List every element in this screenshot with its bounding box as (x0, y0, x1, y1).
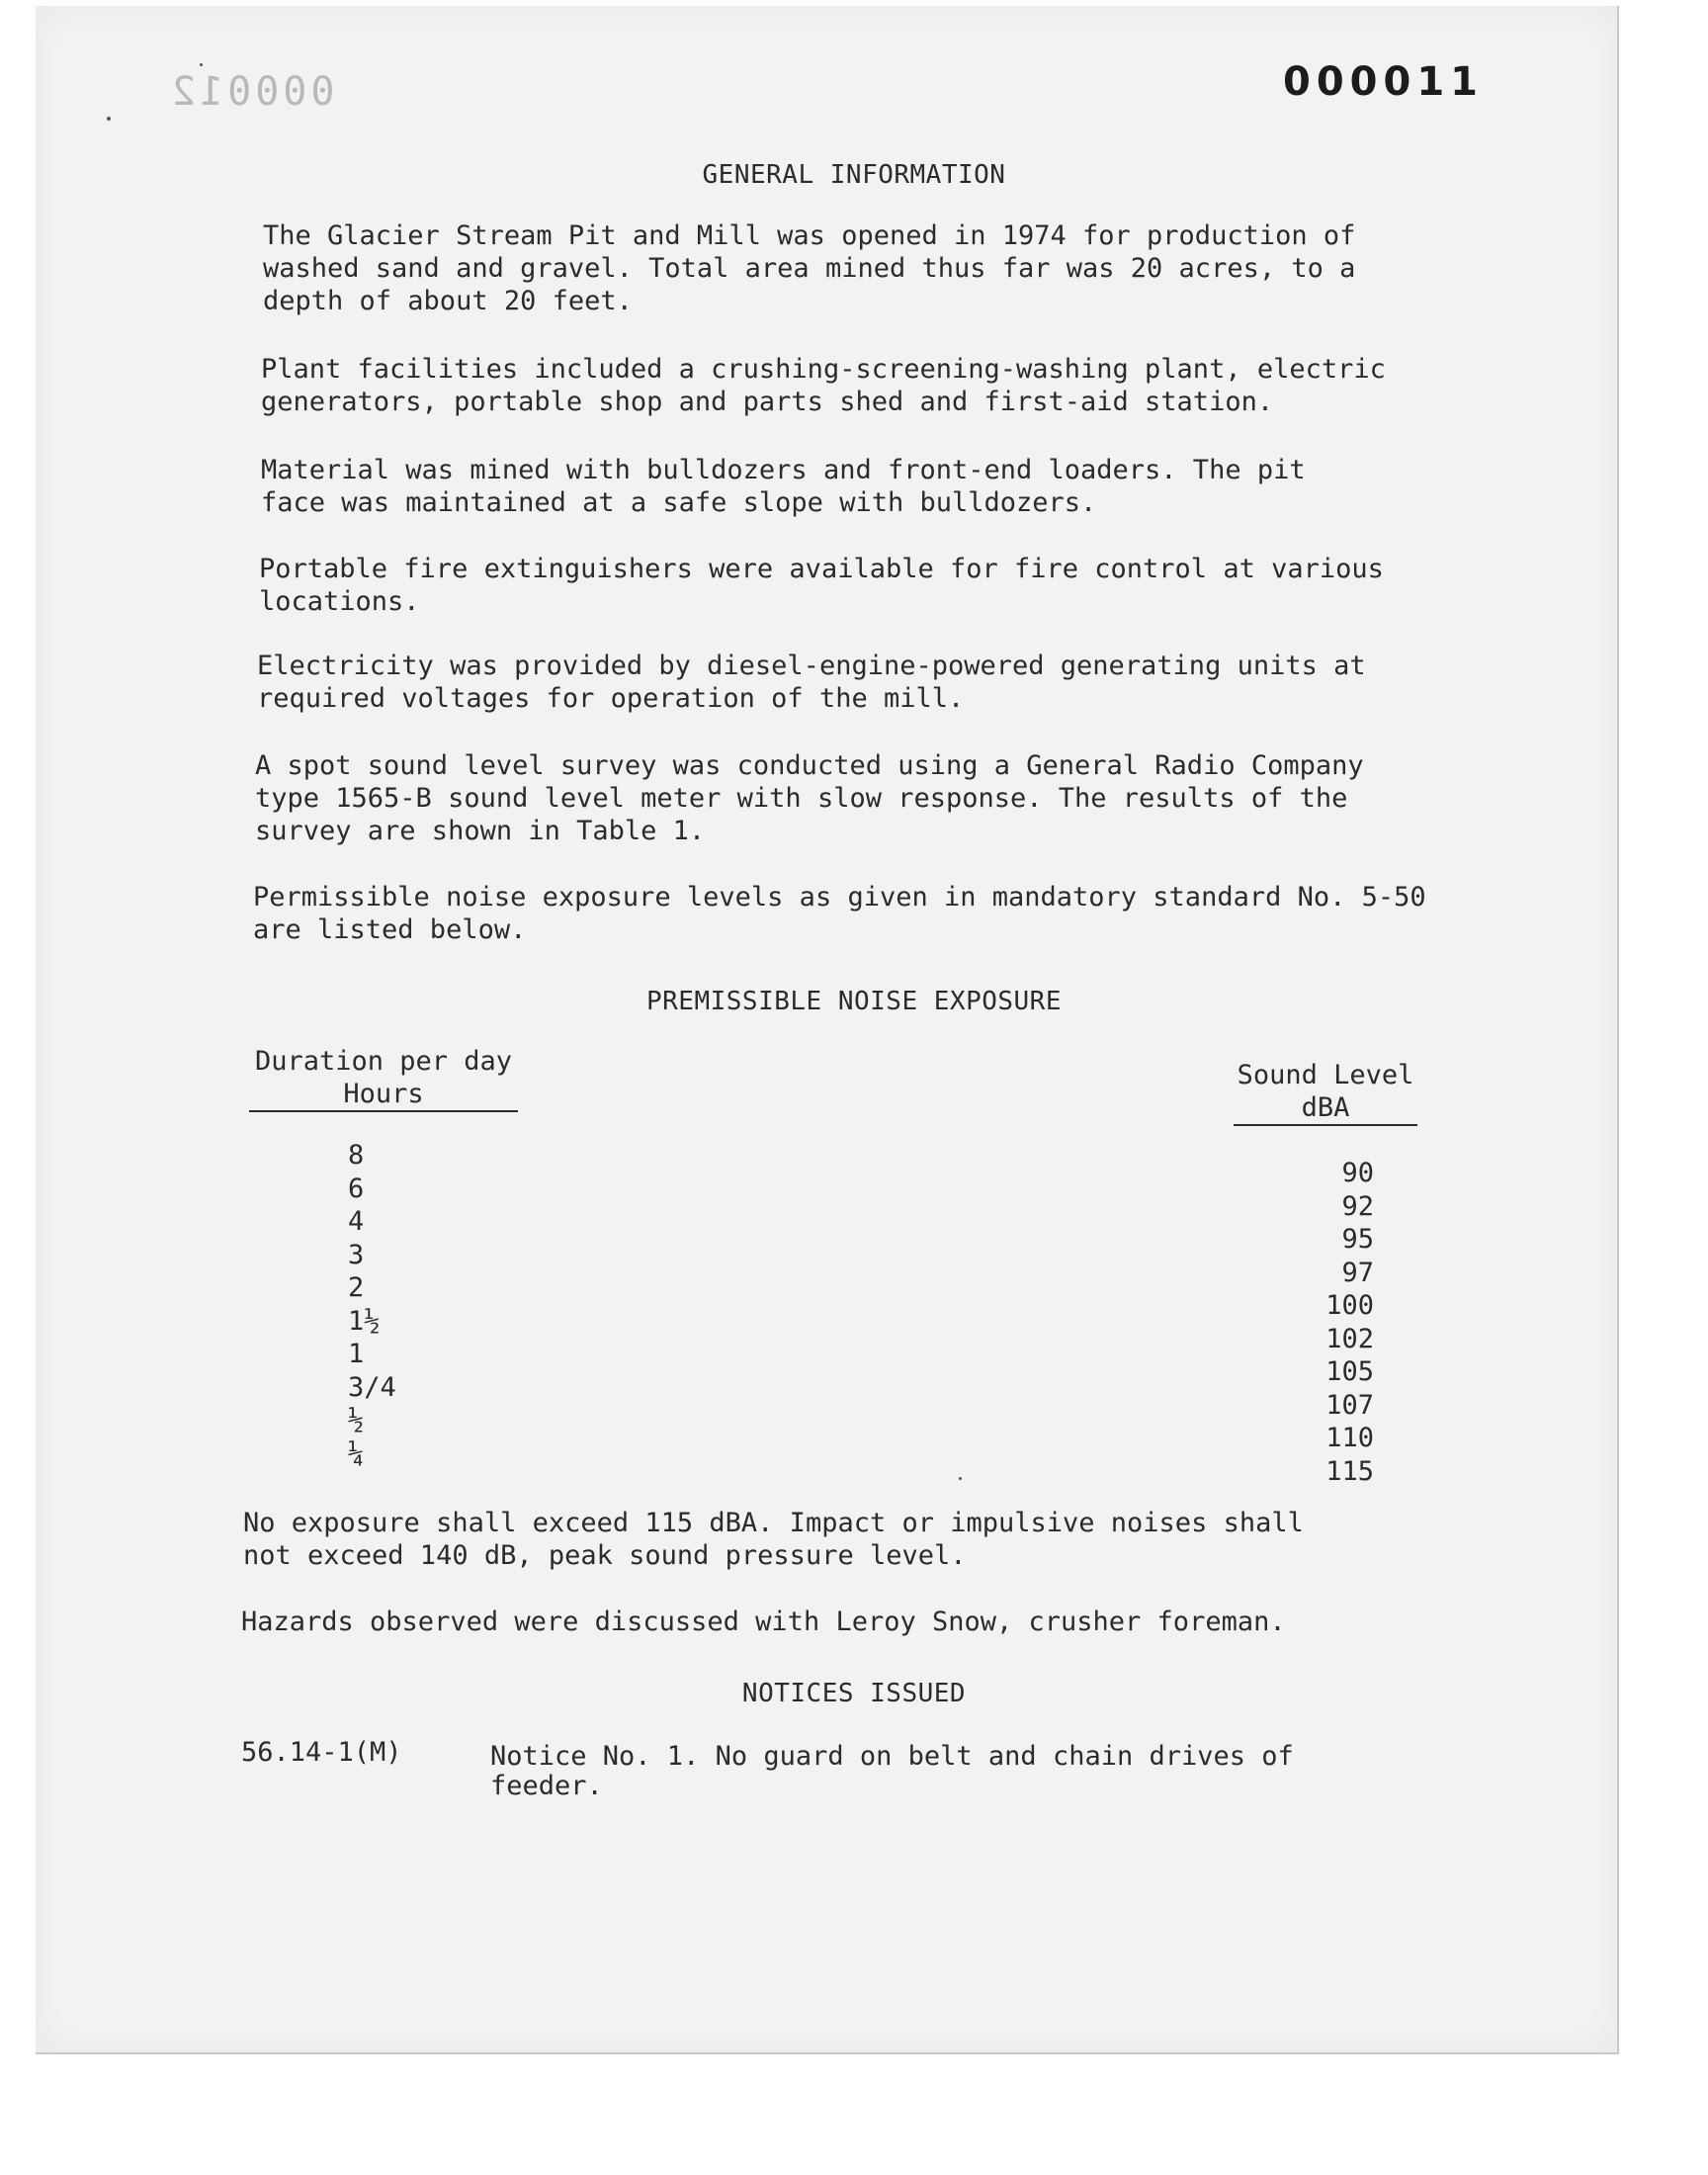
paragraph-hazards-discussed: Hazards observed were discussed with Leroy Snow, crusher foreman. (241, 1607, 1286, 1637)
page-number: 000011 (1283, 59, 1484, 105)
paragraph-sound-survey: A spot sound level survey was conducted using a General Radio Company type 1565-B sound level meter with slow response. The results of the survey are shown in Table 1. (255, 750, 1364, 846)
duration-value: 8 (348, 1140, 365, 1171)
duration-value: 4 (348, 1206, 365, 1237)
duration-column-header (249, 1045, 518, 1112)
duration-header-line2: Hours (249, 1078, 518, 1112)
duration-value: 3/4 (348, 1371, 396, 1403)
duration-value: 1 (348, 1339, 365, 1369)
notice-citation-code: 56.14-1(M) (241, 1737, 402, 1768)
paragraph-exposure-limits: No exposure shall exceed 115 dBA. Impact or impulsive noises shall not exceed 140 dB, peak sound pressure level. (243, 1508, 1304, 1571)
duration-value: 6 (348, 1173, 365, 1204)
scan-speck (107, 117, 111, 121)
sound-level-value: 97 (1341, 1257, 1374, 1288)
sound-level-column-header (1234, 1059, 1417, 1126)
sound-level-value: 90 (1341, 1158, 1374, 1188)
sound-header-line2: dBA (1234, 1091, 1417, 1126)
sound-level-value: 95 (1341, 1224, 1374, 1255)
mirrored-page-number: 000012 (168, 69, 335, 115)
notices-issued-heading: NOTICES ISSUED (741, 1679, 967, 1708)
paragraph-fire-control: Portable fire extinguishers were available for fire control at various locations. (259, 554, 1384, 617)
duration-value: 2 (348, 1272, 365, 1303)
sound-level-value: 102 (1325, 1323, 1374, 1354)
sound-level-value: 115 (1325, 1455, 1374, 1487)
notice-text: Notice No. 1. No guard on belt and chain drives of feeder. (490, 1741, 1294, 1801)
sound-level-value: 110 (1325, 1423, 1374, 1453)
duration-hours-list (348, 1139, 396, 1470)
duration-header-line1: Duration per day (254, 1046, 513, 1077)
sound-level-value: 107 (1325, 1389, 1374, 1421)
duration-value: ½ (348, 1405, 365, 1436)
sound-level-value: 100 (1325, 1290, 1374, 1321)
sound-level-value: 105 (1325, 1356, 1374, 1387)
sound-level-list (1295, 1157, 1374, 1488)
scan-speck (959, 1477, 962, 1480)
sound-header-line1: Sound Level (1237, 1060, 1414, 1090)
duration-value: ¼ (348, 1437, 365, 1469)
noise-exposure-heading: PREMISSIBLE NOISE EXPOSURE (646, 987, 1062, 1016)
paragraph-permissible-levels: Permissible noise exposure levels as given in mandatory standard No. 5-50 are listed below. (253, 882, 1426, 945)
paragraph-mining-method: Material was mined with bulldozers and front-end loaders. The pit face was maintained at a safe slope with bulldozers. (261, 455, 1306, 518)
paragraph-plant-facilities: Plant facilities included a crushing-screening-washing plant, electric generators, portable shop and parts shed and first-aid station. (261, 354, 1386, 417)
general-information-heading: GENERAL INFORMATION (702, 160, 1006, 190)
sound-level-value: 92 (1341, 1190, 1374, 1222)
scan-speck (200, 63, 203, 66)
paragraph-opening: The Glacier Stream Pit and Mill was opened in 1974 for production of washed sand and gravel. Total area mined thus far was 20 acres, to a depth of about 20 feet. (263, 220, 1356, 316)
duration-value: 1½ (348, 1305, 381, 1337)
paragraph-electricity: Electricity was provided by diesel-engine-powered generating units at required voltages for operation of the mill. (257, 651, 1366, 714)
duration-value: 3 (348, 1239, 365, 1270)
